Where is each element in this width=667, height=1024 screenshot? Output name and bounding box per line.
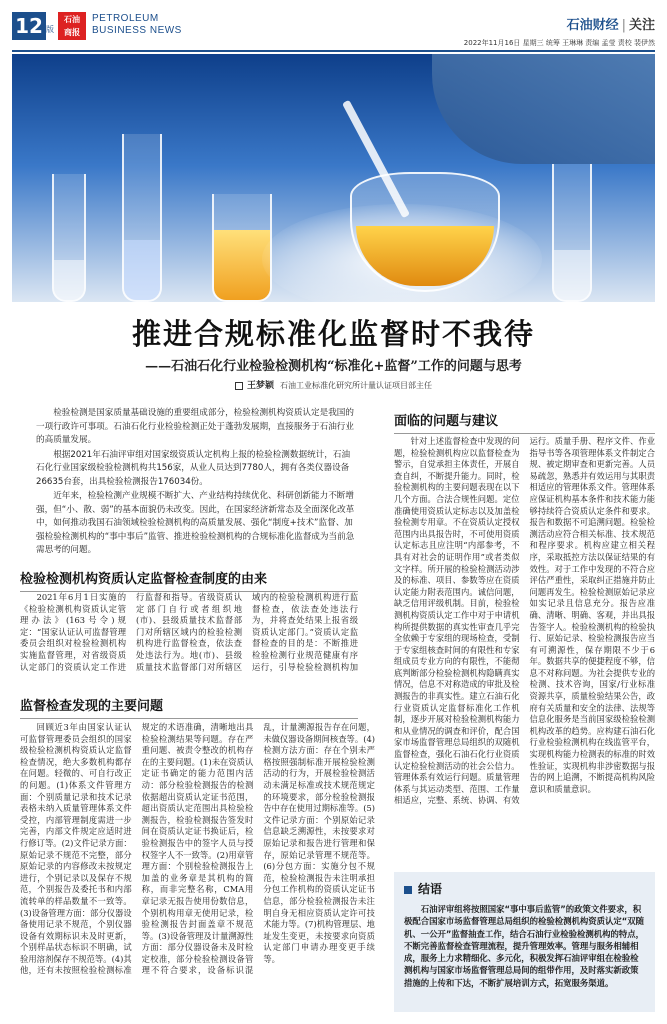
author-affiliation: 石油工业标准化研究所计量认证项目部主任 <box>280 381 432 390</box>
section-name: 石油财经 <box>566 18 619 33</box>
intro-paragraph: 近年来，检验检测产业规模不断扩大、产业结构持续优化、科研创新能力不断增强，但“小、散、弱”的基本面貌仍未改变。因此，在国家经济新常态及全面深化改革中，如何推动我国石油领域检验检测机构的高质量发展、强化“制度+技术”监督、加强检验检测机构的“事中事后”监管、推进检验检测机构的合规标准化监督成为当前急需思考的问题。 <box>36 491 355 555</box>
section-problems-text <box>20 722 375 1018</box>
headline: 推进合规标准化监督时不我待 <box>131 317 535 351</box>
page-number: 12 <box>12 12 46 40</box>
test-tube-2 <box>122 134 162 302</box>
section-challenges-text <box>394 436 655 866</box>
section-challenges-paragraph: 针对上述监督检查中发现的问题，检验检测机构应以监督检查为警示，自觉承担主体责任，开展自查自纠，不断提升能力。同时，检验检测机构的主要问题表现在以下几个方面。合法合规性问题。定位准确使用资质认定标志以及加盖检验检测专用章。不在资质认定授权范围内出具报告时，不可使用资质认定标志且应注明“内部参考，不具有对社会的证明作用”或者类似文字样。所开展的检验检测活动涉及的标准、项目、参数等应在资质认定能力附表范围内。诚信问题，缺乏信用评级机制。目前，检验检测机构资质认定工作中对于申请机构所提供数据的真实性审查几乎完全依赖于专家组的现场检查，受制于专家组核查时间的有限性和专家组成员专业方向的有限性，不能彻底判断部分检验检测机构隐瞒真实情况，信息不对称造成的审批及检测报告的非真实性。建立石油石化行业资质认定监督标准化工作机制，逐步开展对检验检测机构能力和从业情况的调查和评价，配合国家市场监督管理总局组织的双随机监督检查，强化石油石化行业资质认定检验检测活动的社会公信力。管理体系有效运行问题。质量管理体系与其运动类型、范围、工作量相适应，完整、系统、协调、有效运行。质量手册、程序文件、作业指导书等各项管理体系文件制定合规、被定期审查和更新完善。人员易疏忽，熟悉并有效运用与其职责相适应的管理体系文件。管理体系应保证机构基本条件和技术能力能够持续符合资质认定条件和要求。报告和数据不可追溯问题。检验检测活动应符合相关标准、技术规范和程序要求。机构应建立相关程序，采取抵控方法以保证结果的有效性。对于工作中发现的不符合应评估严重性，采取纠正措施并防止问题再发生。检验检测原始记录应如实记录且信息充分。报告应准确、清晰、明确、客观，并出具报告签字人。检验检测机构的检验执行、原始记录、检验检测报告应当有可溯源性，保存期限不少于6年。数据共享的便捷程度不够，信息不对称问题。为社会提供专业的检测、技术咨询，国家/行业标准资源共享，质量检验结果公告，政府有关质量和安全的法律、法规等信息化服务是当前国家级检验检测机构改革的趋势。应构建石油石化行业检验检测机构在线监管平台，实现机构能力检测表的标准的时效性验证，实现机构非涉密数据与报告的网上追溯，不断提高机构风险意识和质量意识。 <box>394 436 655 806</box>
section-divider: | <box>621 18 626 33</box>
section-title-challenges: 面临的问题与建议 <box>394 410 655 434</box>
section-sub: 关注 <box>628 18 655 33</box>
paper-name-line1: PETROLEUM <box>92 13 159 24</box>
section-origin-paragraph: 2021年6月1日实施的《检验检测机构资质认定管理办法》(163号令)规定：“国家认证认可监督管理委员会组织对检验检测机构实施监督管理，对省级资质认定部门的资质认定工作进行监督和指导。省级资质认定部门自行或者组织地(市)、县级质量技术监督部门对所辖区域内的检验检测机构进行监督检查，依法查处违法行为。地(市)、县级质量技术监督部门对所辖区域内的检验检测机构进行监督检查，依法查处违法行为，并将查处结果上报省级资质认定部门。”资质认定监督检查的目的是：不断推进检验检测行业规范健康有序运行，引导检验检测机构加 <box>20 592 358 672</box>
intro-block <box>36 407 358 559</box>
section-tag <box>567 14 655 33</box>
author-name: 王梦颖 <box>246 381 274 391</box>
date-line: 2022年11月16日 星期三 统筹 王琳琳 责编 孟莹 责校 裴伊然 <box>463 39 655 47</box>
hero-image <box>12 54 655 302</box>
intro-paragraph: 根据2021年石油评审组对国家级资质认定机构上报的检验检测数据统计，石油石化行业国家级检验检测机构共156家，从业人员达到7780人，拥有各类仪器设备26635台套，出具检验检测报告176034份。 <box>36 449 351 487</box>
masthead-rule <box>12 50 655 52</box>
page-unit: 版 <box>46 25 54 34</box>
conclusion-box <box>394 872 655 1012</box>
test-tube-1 <box>52 174 86 302</box>
conclusion-text: 石油评审组将按照国家“事中事后监管”的政策文件要求，积极配合国家市场监督管理总局组织的检验检测机构资质认定“双随机、一公开”监督抽查工作，结合石油行业检验检测机构的特点，不断完善监督检查管理流程，提升管理效率。管理与服务相辅相成，服务上力求精细化、多元化，积极发挥石油评审组在检验检测机构与国家市场监督管理总局间的组带作用，及时落实新政策措施的上传和下达，不断扩展培训方式，拓宽服务渠道。 <box>404 904 645 988</box>
intro-paragraph: 检验检测是国家质量基础设施的重要组成部分，检验检测机构资质认定是我国的一项行政许可事项。石油石化行业检验检测正处于蓬勃发展期，直接服务于石油行业的高质量发展。 <box>36 408 354 445</box>
test-tube-4 <box>552 164 592 302</box>
byline <box>12 378 655 391</box>
masthead <box>0 0 667 58</box>
byline-box-icon <box>235 382 243 390</box>
conclusion-title <box>404 880 645 897</box>
paper-name <box>92 13 182 37</box>
section-title-problems: 监督检查发现的主要问题 <box>20 695 358 719</box>
gloved-hand-shape <box>432 54 655 164</box>
square-bullet-icon <box>404 886 412 894</box>
newspaper-logo: 石油 商报 <box>58 12 86 40</box>
subhead: ——石油石化行业检验检测机构“标准化+监督”工作的问题与思考 <box>145 359 522 374</box>
conclusion-title-text: 结语 <box>418 882 443 896</box>
section-title-origin: 检验检测机构资质认定监督检查制度的由来 <box>20 568 358 592</box>
section-problems-paragraph: 回顾近3年由国家认证认可监督管理委员会组织的国家级检验检测机构资质认定监督检查情况，绝大多数机构都存在问题。轻微的、可自行改正的问题。(1)体系文件管理方面：个别质量记录和技术记录表格未纳入质量管理体系文件受控，内部管理制度需进一步完善，内部文件规定应适时进行修订等。(2)文件记录方面：原始记录不规范不完整，部分原始记录的内容修改未按规定进行，个别记录以及保存不规范，个别报告及委托书和内部流转单的样品数量不一致等。(3)设备管理方面：部分仪器设备使用记录不规范，个别仪器设备有效期标识未及时更新，个别样品状态标识不明确，试验用溶剂保存不规范等。(4)其他，还有未按照检验检测标准规定的术语准确，清晰地出具检验检测结果等问题。存在严重问题、被责令整改的机构存在的主要问题。(1)未在资质认定证书确定的能力范围内活动：部分检验检测报告的检测依据超出资质认定证书范围，超出资质认定范围出具检验检测报告，检验检测报告签发时间在资质认定证书换证后，检验检测报告中的签字人员与授权签字人不一致等。(2)用章管理方面：个别检验检测报告上加盖的业务章是其机构的简称，而非完整名称，CMA用章记录无报告使用份数信息，个别机构用章无使用记录，检验检测报告封面盖章不规范等。(3)设备管理及计量溯源性方面：部分仪器设备未及时检定校准，部分检验检测设备管理不符合要求，设备标识混乱，计量溯源报告存在问题，未做仪器设备期间核查等。(4)检测方法方面：存在个别未严格按照强制标准开展检验检测活动的行为，开展检验检测活动未满足标准或技术规范规定的环境要求，部分检验检测报告中存在使用过期标准等。(5)文件记录方面：个别原始记录信息缺乏溯源性，未按要求对原始记录和报告进行管理和保存，原始记录管理不规范等。(6)分包方面：实施分包不规范，检验检测报告未注明承担分包工作机构的资质认定证书信息，部分检验检测报告未注明自身无相应资质认定许可技术能力等。(7)机构管理层、地址发生变更，未按要求向资质认定部门申请办理变更手续等。 <box>20 722 375 976</box>
paper-name-line2: BUSINESS NEWS <box>92 25 182 36</box>
test-tube-3 <box>212 194 272 302</box>
section-origin-text <box>20 592 358 676</box>
